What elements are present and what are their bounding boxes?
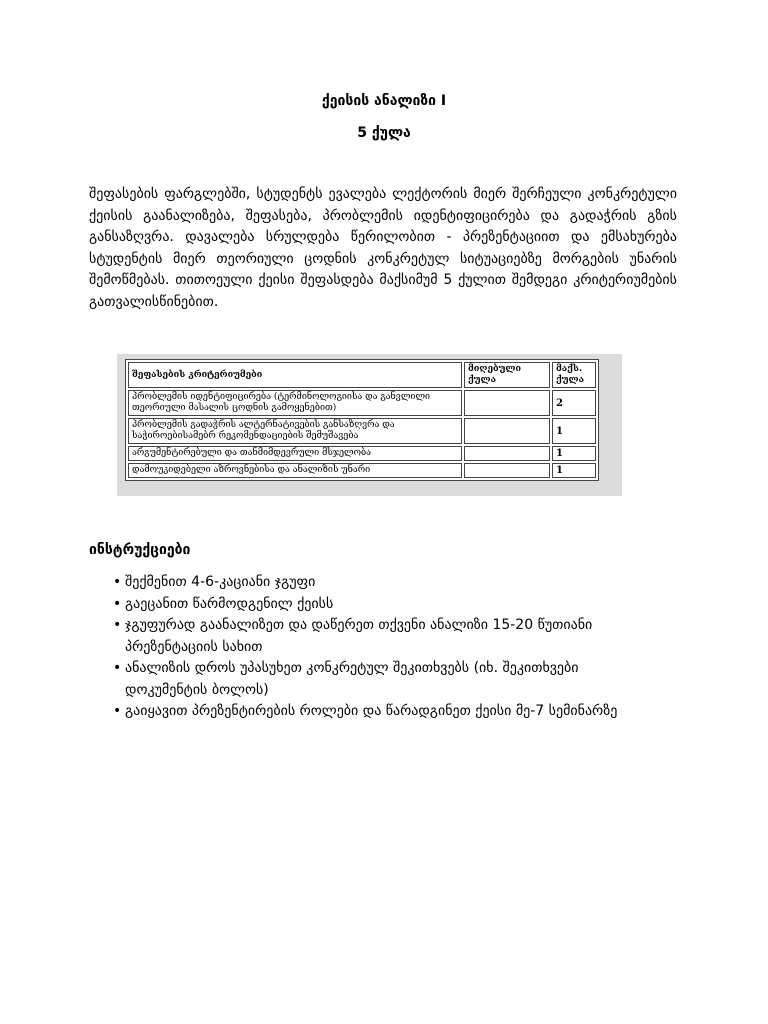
max-cell: 1: [552, 463, 596, 478]
instruction-text: გაიყავით პრეზენტირების როლები და წარადგინეთ ქეისი მე-7 სემინარზე: [125, 703, 618, 719]
bullet-icon: •: [113, 574, 122, 590]
criterion-cell: პრობლემის გადაჭრის ალტერნატივების განსაზღვრა და საჭიროებისამებრ რეკომენდაციების შემუშავება: [128, 418, 462, 444]
intro-paragraph: შეფასების ფარგლებში, სტუდენტს ევალება ლექტორის მიერ შერჩეული კონკრეტული ქეისის გაანალიზება, შეფასება, პრობლემის იდენტიფიცირება და გადაჭრის გზის განსაზღვრა. დავალება სრულდება წერილობით - პრეზენტაციით და ემსახურება სტუდენტის მიერ თეორიული ცოდნის კონკრეტულ სიტუაციებზე მორგების უნარის შემოწმებას. თითოეული ქეისი შეფასდება მაქსიმუმ 5 ქულით შემდეგი კრიტერიუმების გათვალისწინებით.: [89, 186, 677, 310]
instructions-heading: ინსტრუქციები: [89, 542, 191, 558]
instructions-list: [89, 572, 649, 723]
instruction-text: ანალიზის დროს უპასუხეთ კონკრეტულ შეკითხვებს (იხ. შეკითხვები დოკუმენტის ბოლოს): [125, 660, 579, 698]
header-criteria: შეფასების კრიტერიუმები: [128, 362, 462, 388]
bullet-icon: •: [113, 595, 122, 612]
max-cell: 1: [552, 446, 596, 461]
table-row: [128, 463, 596, 478]
table-row: [128, 390, 596, 416]
criterion-cell: დამოუკიდებელი აზროვნებისა და ანალიზის უნარი: [128, 463, 462, 478]
table-row: [128, 446, 596, 461]
max-cell: 1: [552, 418, 596, 444]
table-header-row: [128, 362, 596, 388]
criterion-cell: არგუმენტირებული და თანმიმდევრული მსჯელობა: [128, 446, 462, 461]
header-max: მაქს. ქულა: [552, 362, 596, 388]
instruction-text: გაეცანით წარმოდგენილ ქეისს: [125, 595, 334, 612]
criterion-cell: პრობლემის იდენტიფიცირება (ტერმინოლოგიისა და განვლილი თეორიული მასალის ცოდნის გამოყენებით): [128, 390, 462, 416]
list-item: [89, 701, 649, 723]
criteria-table-image: [117, 354, 622, 496]
instruction-text: ჯგუფურად გაანალიზეთ და დაწერეთ თქვენი ანალიზი 15-20 წუთიანი პრეზენტაციის სახით: [125, 617, 593, 655]
table-row: [128, 418, 596, 444]
received-cell: [464, 390, 550, 416]
received-cell: [464, 463, 550, 478]
bullet-icon: •: [113, 660, 122, 676]
instruction-text: შექმენით 4-6-კაციანი ჯგუფი: [125, 574, 316, 590]
header-received: მიღებული ქულა: [464, 362, 550, 388]
received-cell: [464, 418, 550, 444]
max-cell: 2: [552, 390, 596, 416]
list-item: [89, 615, 649, 658]
received-cell: [464, 446, 550, 461]
bullet-icon: •: [113, 703, 122, 719]
points-subtitle: 5 ქულა: [357, 125, 411, 141]
list-item: [89, 594, 649, 616]
list-item: [89, 572, 649, 594]
criteria-table: [125, 359, 599, 481]
list-item: [89, 658, 649, 701]
document-title: ქეისის ანალიზი I: [321, 93, 447, 109]
bullet-icon: •: [113, 617, 122, 633]
